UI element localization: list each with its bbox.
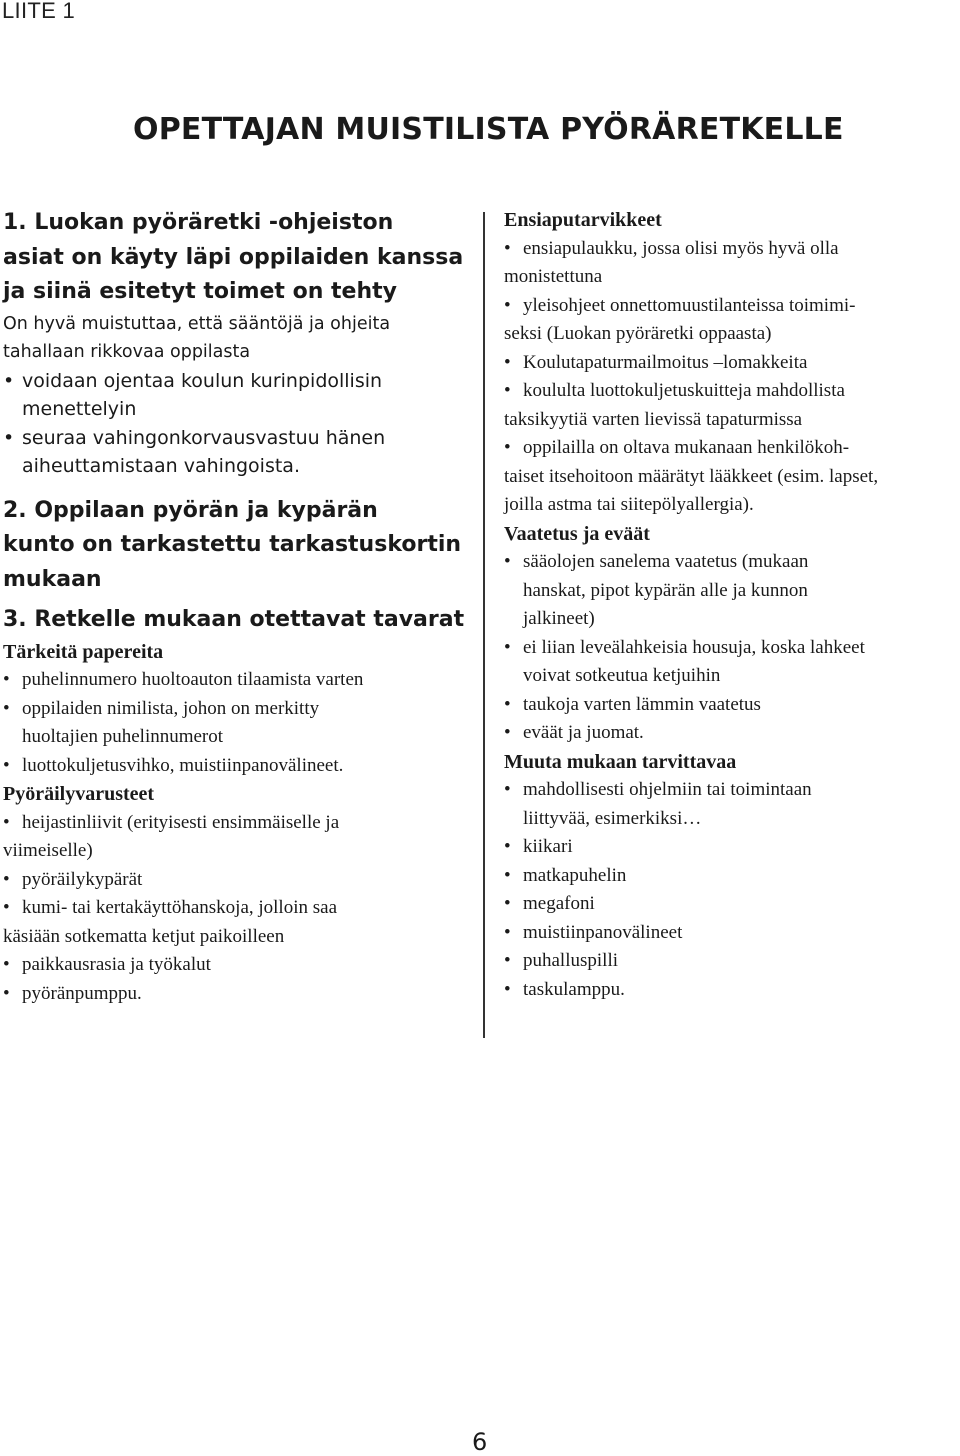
bullet-icon: • — [3, 754, 10, 776]
page-title: OPETTAJAN MUISTILISTA PYÖRÄRETKELLE — [133, 112, 844, 147]
item-text-continued: taiset itsehoitoon määrätyt lääkkeet (esim. lapset, — [504, 465, 879, 487]
item-text-continued: aiheuttamistaan vahingoista. — [22, 455, 300, 477]
papers-item — [3, 666, 468, 695]
bullet-icon: • — [3, 669, 10, 690]
papers-item — [3, 695, 468, 752]
bullet-icon: • — [504, 893, 511, 914]
bullet-icon: • — [504, 864, 511, 886]
item-text: pyöränpumppu. — [22, 982, 142, 1004]
section-1-intro-line-1: On hyvä muistuttaa, että sääntöjä ja ohjeita — [3, 313, 391, 334]
gear-item — [3, 951, 468, 980]
bullet-icon: • — [504, 294, 511, 316]
bullet-icon: • — [3, 982, 10, 1004]
item-text: taskulamppu. — [523, 978, 625, 1000]
bullet-icon: • — [3, 954, 10, 975]
bullet-icon: • — [3, 426, 15, 449]
gear-item — [3, 809, 468, 838]
item-text-continued: hanskat, pipot kypärän alle ja kunnon — [523, 579, 808, 601]
gear-item — [3, 894, 468, 923]
gear-item — [3, 980, 468, 1009]
cycling-gear-title: Pyöräilyvarusteet — [3, 783, 155, 805]
item-text: ensiapulaukku, jossa olisi myös hyvä olla — [523, 237, 839, 259]
item-text: muistiinpanovälineet — [523, 921, 683, 943]
item-text-continued: jalkineet) — [523, 608, 595, 629]
item-text: yleisohjeet onnettomuustilanteissa toimimi- — [523, 294, 856, 316]
clothing-title: Vaatetus ja eväät — [504, 522, 650, 545]
other-item — [504, 947, 958, 976]
bullet-icon: • — [3, 868, 10, 890]
section-1-intro-line-2: tahallaan rikkovaa oppilasta — [3, 342, 251, 362]
item-text: eväät ja juomat. — [523, 722, 644, 743]
bullet-icon: • — [504, 693, 511, 715]
item-text: kumi- tai kertakäyttöhanskoja, jolloin saa — [22, 897, 338, 918]
item-text: puhalluspilli — [523, 950, 618, 971]
item-text: matkapuhelin — [523, 864, 627, 886]
section-3-heading: 3. Retkelle mukaan otettavat tavarat — [3, 607, 465, 632]
item-text: koululta luottokuljetuskuitteja mahdollista — [523, 380, 845, 401]
item-text-continued: käsiään sotkematta ketjut paikoilleen — [3, 925, 285, 947]
section-2 — [3, 494, 468, 598]
clothing-item — [504, 634, 958, 691]
bullet-icon: • — [504, 978, 511, 1000]
other-item — [504, 919, 958, 948]
page-number: 6 — [472, 1428, 488, 1456]
item-text: ei liian leveälahkeisia housuja, koska lahkeet — [523, 636, 865, 658]
item-text: taukoja varten lämmin vaatetus — [523, 693, 761, 715]
item-text: luottokuljetusvihko, muistiinpanovälineet. — [22, 754, 344, 776]
item-text-continued: monistettuna — [504, 266, 603, 287]
bullet-icon: • — [504, 380, 511, 401]
other-item — [504, 862, 958, 891]
section-1-heading-line-1: 1. Luokan pyöräretki -ohjeiston — [3, 210, 394, 235]
other-item — [504, 833, 958, 862]
first-aid-item — [504, 235, 958, 264]
item-text: mahdollisesti ohjelmiin tai toimintaan — [523, 779, 812, 800]
section-1 — [3, 206, 468, 481]
section-1-heading-line-3: ja siinä esitetyt toimet on tehty — [3, 279, 398, 304]
item-text-continued: liittyvää, esimerkiksi… — [523, 807, 702, 829]
first-aid-item — [504, 292, 958, 321]
clothing-item — [504, 548, 958, 634]
gear-item — [3, 866, 468, 895]
left-column — [3, 206, 468, 1008]
section-1-item — [3, 424, 468, 481]
bullet-icon: • — [504, 636, 511, 658]
column-divider — [483, 212, 485, 1038]
first-aid-item — [504, 434, 958, 463]
item-text: Koulutapaturmailmoitus –lomakkeita — [523, 351, 808, 373]
item-text: voidaan ojentaa koulun kurinpidollisin — [22, 369, 383, 392]
clothing-item — [504, 691, 958, 720]
bullet-icon: • — [504, 950, 511, 971]
bullet-icon: • — [504, 237, 511, 259]
section-1-heading-line-2: asiat on käyty läpi oppilaiden kanssa — [3, 244, 464, 270]
bullet-icon: • — [504, 779, 511, 800]
bullet-icon: • — [3, 811, 10, 833]
first-aid-item — [504, 377, 958, 406]
item-text-continued: joilla astma tai siitepölyallergia). — [504, 494, 754, 515]
item-text: puhelinnumero huoltoauton tilaamista varten — [22, 669, 364, 690]
item-text-continued: viimeiselle) — [3, 840, 93, 861]
bullet-icon: • — [504, 836, 511, 857]
other-item — [504, 776, 958, 833]
section-1-item — [3, 367, 468, 424]
appendix-label: LIITE 1 — [2, 0, 76, 23]
item-text: oppilaiden nimilista, johon on merkitty — [22, 697, 320, 719]
item-text: heijastinliivit (erityisesti ensimmäiselle ja — [22, 811, 340, 833]
first-aid-title: Ensiaputarvikkeet — [504, 209, 662, 231]
item-text-continued: huoltajien puhelinnumerot — [22, 726, 224, 747]
bullet-icon: • — [504, 351, 511, 373]
other-items-title: Muuta mukaan tarvittavaa — [504, 750, 737, 773]
item-text-continued: seksi (Luokan pyöräretki oppaasta) — [504, 323, 772, 344]
bullet-icon: • — [3, 697, 10, 719]
item-text: megafoni — [523, 893, 595, 914]
bullet-icon: • — [504, 722, 511, 743]
other-item — [504, 976, 958, 1005]
first-aid-item — [504, 349, 958, 378]
clothing-item — [504, 719, 958, 748]
item-text: seuraa vahingonkorvausvastuu hänen — [22, 426, 386, 449]
bullet-icon: • — [504, 921, 511, 943]
other-item — [504, 890, 958, 919]
papers-item — [3, 752, 468, 781]
bullet-icon: • — [504, 551, 511, 572]
section-2-heading-line-3: mukaan — [3, 566, 102, 592]
item-text: sääolojen sanelema vaatetus (mukaan — [523, 551, 809, 572]
important-papers-title: Tärkeitä papereita — [3, 640, 164, 663]
item-text-continued: menettelyin — [22, 398, 137, 420]
section-2-heading-line-2: kunto on tarkastettu tarkastuskortin — [3, 532, 462, 557]
item-text: kiikari — [523, 836, 573, 857]
right-column — [504, 206, 958, 1004]
section-3 — [3, 603, 468, 1008]
bullet-icon: • — [3, 369, 15, 392]
item-text-continued: taksikyytiä varten lievissä tapaturmissa — [504, 408, 803, 430]
bullet-icon: • — [3, 897, 10, 918]
bullet-icon: • — [504, 437, 511, 458]
section-2-heading-line-1: 2. Oppilaan pyörän ja kypärän — [3, 497, 378, 523]
item-text-continued: voivat sotkeutua ketjuihin — [523, 665, 721, 686]
item-text: oppilailla on oltava mukanaan henkilökoh- — [523, 437, 850, 458]
item-text: pyöräilykypärät — [22, 868, 143, 890]
item-text: paikkausrasia ja työkalut — [22, 954, 211, 975]
